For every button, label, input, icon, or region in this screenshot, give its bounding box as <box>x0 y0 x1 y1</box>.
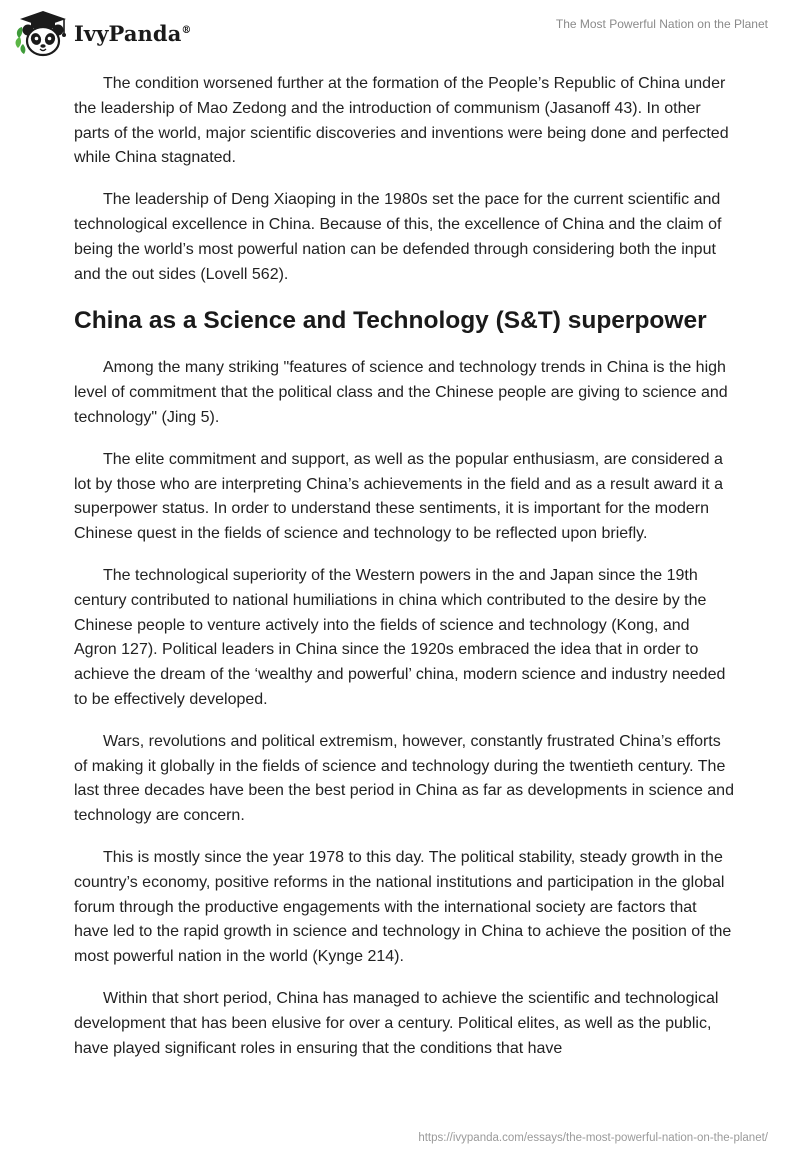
paragraph: This is mostly since the year 1978 to this day. The political stability, steady growth in the country’s economy, positive reforms in the national institutions and participation in the global forum through the productive engagements with the international society are factors that have led to the rapid growth in science and technology in China to achieve the position of the most powerful nation in the world (Kynge 214). <box>74 848 732 966</box>
paragraph: Within that short period, China has managed to achieve the scientific and technological development that has been elusive for over a century. Political elites, as well as the public, have played significant roles in ensuring that the conditions that have <box>74 989 719 1057</box>
logo[interactable] <box>14 8 192 58</box>
brand-name: IvyPanda® <box>74 20 192 46</box>
paragraph: Wars, revolutions and political extremism, however, constantly frustrated China’s efforts of making it globally in the fields of science and technology during the twentieth century. The last three decades have been the best period in China as far as developments in science and technology are concern. <box>74 732 734 825</box>
document-title: The Most Powerful Nation on the Planet <box>555 17 768 31</box>
article-body <box>74 72 734 1078</box>
paragraph: The elite commitment and support, as well as the popular enthusiasm, are considered a lot by those who are interpreting China’s achievements in the field and as a result award it a superpower status. In order to understand these sentiments, it is important for the modern Chinese quest in the fields of science and technology to be reflected upon briefly. <box>74 450 723 543</box>
page-header <box>0 0 800 70</box>
paragraph: The condition worsened further at the formation of the People’s Republic of China under the leadership of Mao Zedong and the introduction of communism (Jasanoff 43). In other parts of the world, major scientific discoveries and inventions were being done and perfected while China stagnated. <box>74 75 729 167</box>
paragraph: The technological superiority of the Western powers in the and Japan since the 19th century contributed to national humiliations in china which contributed to the desire by the Chinese people to venture actively into the fields of science and technology (Kong, and Agron 127). Political leaders in China since the 1920s embraced the idea that in order to achieve the dream of the ‘wealthy and powerful’ china, modern science and industry needed to be effectively developed. <box>74 566 726 708</box>
section-heading: China as a Science and Technology (S&T) superpower <box>74 307 707 335</box>
source-url[interactable]: https://ivypanda.com/essays/the-most-powerful-nation-on-the-planet/ <box>418 1132 768 1144</box>
panda-logo-icon <box>14 8 72 58</box>
paragraph: Among the many striking "features of science and technology trends in China is the high level of commitment that the political class and the Chinese people are giving to science and technology" (Jing 5). <box>74 359 728 426</box>
paragraph: The leadership of Deng Xiaoping in the 1980s set the pace for the current scientific and technological excellence in China. Because of this, the excellence of China and the claim of being the world’s most powerful nation can be defended through considering both the input and the out sides (Lovell 562). <box>74 191 722 283</box>
